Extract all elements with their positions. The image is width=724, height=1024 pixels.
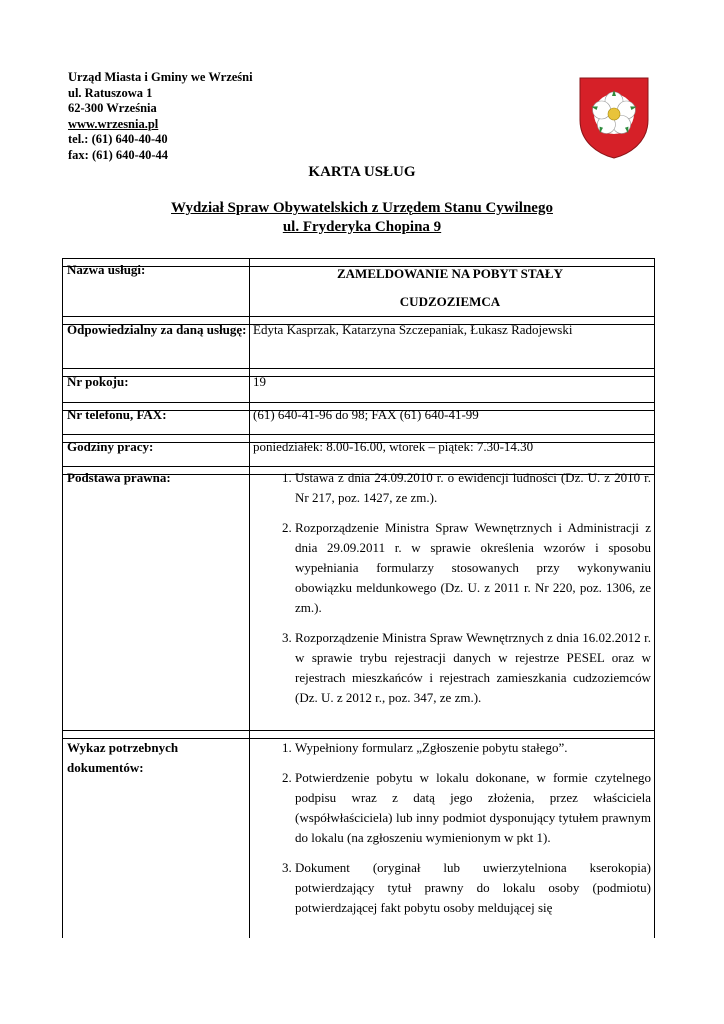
document-title: KARTA USŁUG [308, 164, 416, 180]
hours-label: Godziny pracy: [67, 439, 154, 454]
service-name-label: Nazwa usługi: [67, 262, 146, 277]
hours-value: poniedziałek: 8.00-16.00, wtorek – piątek: 7.30-14.30 [253, 439, 534, 454]
list-item: 3. Dokument (oryginał lub uwierzytelniona kserokopia) potwierdzający tytuł prawny do lokalu osoby (podmiotu) potwierdzającej fakt pobytu osoby meldującej się [295, 858, 651, 918]
list-item: 1. Ustawa z dnia 24.09.2010 r. o ewidencji ludności (Dz. U. z 2010 r. Nr 217, poz. 1427, ze zm.). [295, 468, 651, 508]
documents-label: Wykaz potrzebnych dokumentów: [67, 740, 179, 775]
legal-basis-label: Podstawa prawna: [67, 470, 171, 485]
legal-basis-list [253, 468, 651, 718]
department-address: ul. Fryderyka Chopina 9 [282, 219, 442, 235]
responsible-value: Edyta Kasprzak, Katarzyna Szczepaniak, Łukasz Radojewski [253, 322, 573, 337]
office-fax: fax: (61) 640-40-44 [68, 147, 168, 162]
room-value: 19 [253, 374, 266, 389]
department-name: Wydział Spraw Obywatelskich z Urzędem Stanu Cywilnego ul. Fryderyka Chopina 9 [0, 199, 724, 237]
office-phone: tel.: (61) 640-40-40 [68, 132, 168, 146]
service-table [62, 258, 655, 938]
service-name-value: ZAMELDOWANIE NA POBYT STAŁY CUDZOZIEMCA [337, 266, 563, 309]
phone-label: Nr telefonu, FAX: [67, 407, 167, 422]
coat-of-arms-icon [578, 76, 650, 160]
documents-list [253, 738, 651, 928]
list-item: 2. Rozporządzenie Ministra Spraw Wewnętrznych i Administracji z dnia 29.09.2011 r. w sprawie określenia wzorów i sposobu wypełniania formularzy stosowanych przy wykonywaniu obowiązku meldunkowego (Dz. U. z 2011 r. Nr 220, poz. 1306, ze zm.). [295, 518, 651, 618]
list-item: 3. Rozporządzenie Ministra Spraw Wewnętrznych z dnia 16.02.2012 r. w sprawie trybu rejestracji danych w rejestrze PESEL oraz w rejestrach mieszkańców i rejestrach zamieszkania cudzoziemców (Dz. U. z 2012 r., poz. 347, ze zm.). [295, 628, 651, 708]
list-item: 1. Wypełniony formularz „Zgłoszenie pobytu stałego”. [295, 738, 651, 758]
website-link[interactable]: www.wrzesnia.pl [68, 116, 159, 131]
list-item: 2. Potwierdzenie pobytu w lokalu dokonane, w formie czytelnego podpisu wraz z datą jego złożenia, przez właściciela (współwłaściciela) lub inny podmiot dysponujący tytułem prawnym do lokalu (na zgłoszeniu wymienionym w pkt 1). [295, 768, 651, 848]
phone-value: (61) 640-41-96 do 98; FAX (61) 640-41-99 [253, 407, 479, 422]
responsible-label: Odpowiedzialny za daną usługę: [67, 322, 247, 337]
office-header [68, 70, 253, 163]
office-name: Urząd Miasta i Gminy we Wrześni [68, 70, 253, 84]
office-street: ul. Ratuszowa 1 [68, 85, 153, 100]
room-label: Nr pokoju: [67, 374, 129, 389]
office-city: 62-300 Września [68, 101, 157, 115]
